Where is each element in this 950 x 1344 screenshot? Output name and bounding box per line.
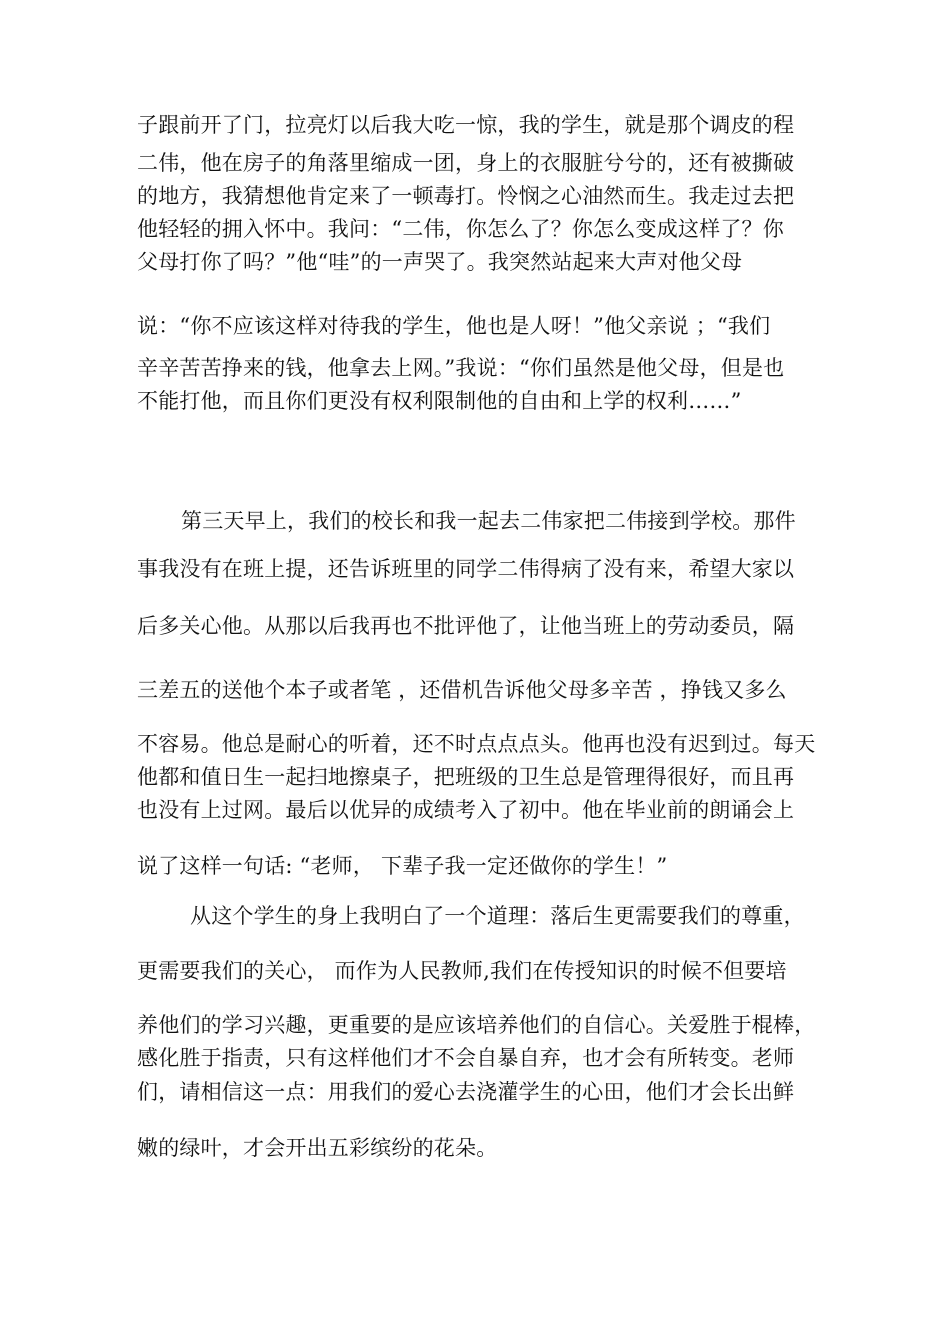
text-line: 的地方，我猜想他肯定来了一顿毒打。怜悯之心油然而生。我走过去把 xyxy=(137,184,795,208)
paragraph-start-line: 从这个学生的身上我明白了一个道理：落后生更需要我们的尊重， xyxy=(190,904,805,928)
text-line: 他都和值日生一起扫地擦桌子，把班级的卫生总是管理得很好，而且再 xyxy=(137,765,795,789)
text-line: 说：“你不应该这样对待我的学生，他也是人呀！”他父亲说 ；“我们 xyxy=(137,314,771,338)
text-line: 感化胜于指责，只有这样他们才不会自暴自弃，也才会有所转变。老师 xyxy=(137,1046,795,1070)
text-line: 更需要我们的关心， 而作为人民教师,我们在传授知识的时候不但要培 xyxy=(137,959,787,983)
text-line: 他轻轻的拥入怀中。我问：“二伟，你怎么了？你怎么变成这样了？你 xyxy=(137,217,784,241)
text-line: 不能打他，而且你们更没有权利限制他的自由和上学的权利……” xyxy=(137,389,742,413)
text-line: 养他们的学习兴趣，更重要的是应该培养他们的自信心。关爱胜于棍棒， xyxy=(137,1013,816,1037)
paragraph-start-line: 第三天早上，我们的校长和我一起去二伟家把二伟接到学校。那件 xyxy=(181,509,796,533)
text-line: 说了这样一句话: “老师， 下辈子我一定还做你的学生！” xyxy=(137,854,668,878)
text-line: 后多关心他。从那以后我再也不批评他了，让他当班上的劳动委员，隔 xyxy=(137,614,795,638)
text-line: 嫩的绿叶，才会开出五彩缤纷的花朵。 xyxy=(137,1136,498,1160)
text-line: 三差五的送他个本子或者笔 ，还借机告诉他父母多辛苦 ，挣钱又多么 xyxy=(137,678,787,702)
text-line: 父母打你了吗？”他“哇”的一声哭了。我突然站起来大声对他父母 xyxy=(137,250,743,274)
text-line: 辛辛苦苦挣来的钱，他拿去上网。”我说：“你们虽然是他父母，但是也 xyxy=(137,356,785,380)
text-line: 也没有上过网。最后以优异的成绩考入了初中。他在毕业前的朗诵会上 xyxy=(137,798,795,822)
text-line: 不容易。他总是耐心的听着，还不时点点点头。他再也没有迟到过。每天 xyxy=(137,732,816,756)
text-line: 们，请相信这一点：用我们的爱心去浇灌学生的心田，他们才会长出鲜 xyxy=(137,1080,795,1104)
text-line: 二伟，他在房子的角落里缩成一团，身上的衣服脏兮兮的，还有被撕破 xyxy=(137,151,795,175)
text-line: 子跟前开了门，拉亮灯以后我大吃一惊，我的学生，就是那个调皮的程 xyxy=(137,113,795,137)
text-line: 事我没有在班上提，还告诉班里的同学二伟得病了没有来，希望大家以 xyxy=(137,557,795,581)
